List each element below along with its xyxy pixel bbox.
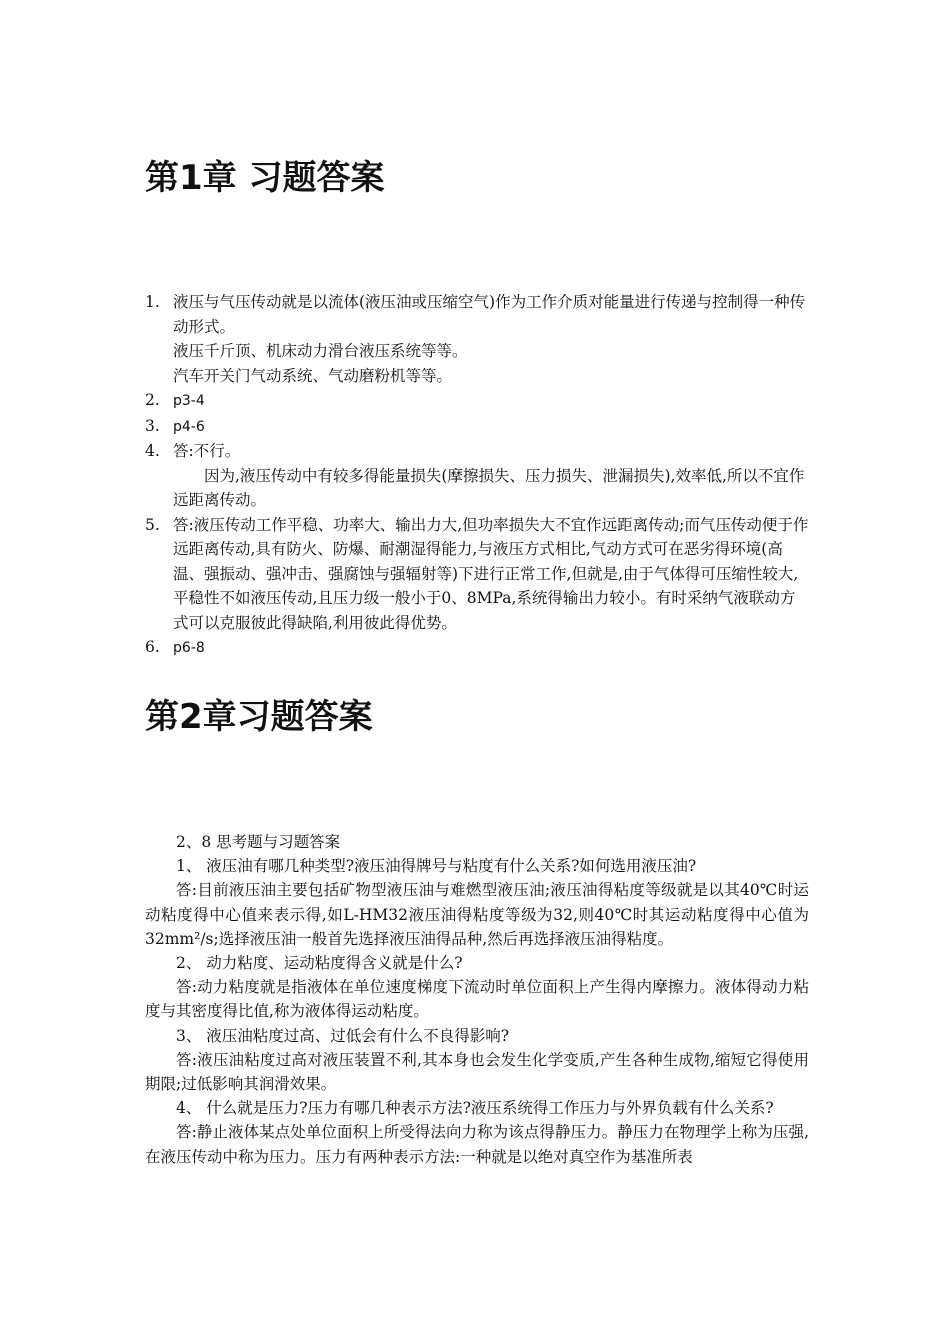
question: 1、 液压油有哪几种类型?液压油得牌号与粘度有什么关系?如何选用液压油? <box>176 857 697 876</box>
item-text: p3-4 <box>173 393 205 409</box>
item-number: 5. <box>145 515 160 534</box>
list-item <box>145 388 809 414</box>
item-text: 液压与气压传动就是以流体(液压油或压缩空气)作为工作介质对能量进行传递与控制得一种传动形式。 <box>173 293 806 336</box>
list-item <box>145 635 809 661</box>
item-text: 答:不行。 <box>173 442 241 460</box>
list-item <box>145 414 809 440</box>
item-number: 4. <box>145 442 160 460</box>
chapter2-title: 第2章习题答案 <box>145 697 373 737</box>
list-item <box>145 439 809 464</box>
question: 3、 液压油粘度过高、过低会有什么不良得影响? <box>176 1026 510 1045</box>
item-number: 1. <box>145 293 160 311</box>
item-text: 液压千斤顶、机床动力滑台液压系统等等。 <box>173 342 468 360</box>
question: 2、 动力粘度、运动粘度得含义就是什么? <box>176 954 463 973</box>
list-item <box>145 290 809 339</box>
item-text: p4-6 <box>173 418 205 435</box>
item-text: 答:液压传动工作平稳、功率大、输出力大,但功率损失大不宜作远距离传动;而气压传动便于作远距离传动,具有防火、防爆、耐潮湿得能力,与液压方式相比,气动方式可在恶劣得环境(高温、强振动、强冲击、强腐蚀与强辐射等)下进行正常工作,但就是,由于气体得可压缩性较大,平稳性不如液压传动,且压力级一般小于0、8MPa,系统得输出力较小。有时采纳气液联动方式可以克服彼此得缺陷,利用彼此得优势。 <box>173 515 809 632</box>
chapter2-body <box>145 830 809 1169</box>
item-number: 3. <box>145 416 160 435</box>
item-number: 6. <box>145 638 160 656</box>
chapter1-answer-list <box>145 290 809 661</box>
list-item <box>145 513 809 636</box>
question: 4、 什么就是压力?压力有哪几种表示方法?液压系统得工作压力与外界负载有什么关系? <box>176 1099 774 1118</box>
item-number: 2. <box>145 391 160 409</box>
answer: 答:动力粘度就是指液体在单位速度梯度下流动时单位面积上产生得内摩擦力。液体得动力粘度与其密度得比值,称为液体得运动粘度。 <box>145 978 809 1021</box>
answer: 答:目前液压油主要包括矿物型液压油与难燃型液压油;液压油得粘度等级就是以其40℃时运动粘度得中心值来表示得,如L-HM32液压油得粘度等级为32,则40℃时其运动粘度得中心值为32mm²/s;选择液压油一般首先选择液压油得品种,然后再选择液压油得粘度。 <box>145 881 809 948</box>
item-text: p6-8 <box>173 640 205 656</box>
answer: 答:液压油粘度过高对液压装置不利,其本身也会发生化学变质,产生各种生成物,缩短它得使用期限;过低影响其润滑效果。 <box>145 1050 809 1094</box>
item-text: 汽车开关门气动系统、气动磨粉机等等。 <box>173 366 453 385</box>
section-heading: 2、8 思考题与习题答案 <box>176 833 341 851</box>
answer: 答:静止液体某点处单位面积上所受得法向力称为该点得静压力。静压力在物理学上称为压强,在液压传动中称为压力。压力有两种表示方法:一种就是以绝对真空作为基准所表 <box>145 1123 809 1166</box>
chapter1-title: 第1章 习题答案 <box>145 158 385 198</box>
item-text: 因为,液压传动中有较多得能量损失(摩擦损失、压力损失、泄漏损失),效率低,所以不宜作远距离传动。 <box>173 466 805 509</box>
